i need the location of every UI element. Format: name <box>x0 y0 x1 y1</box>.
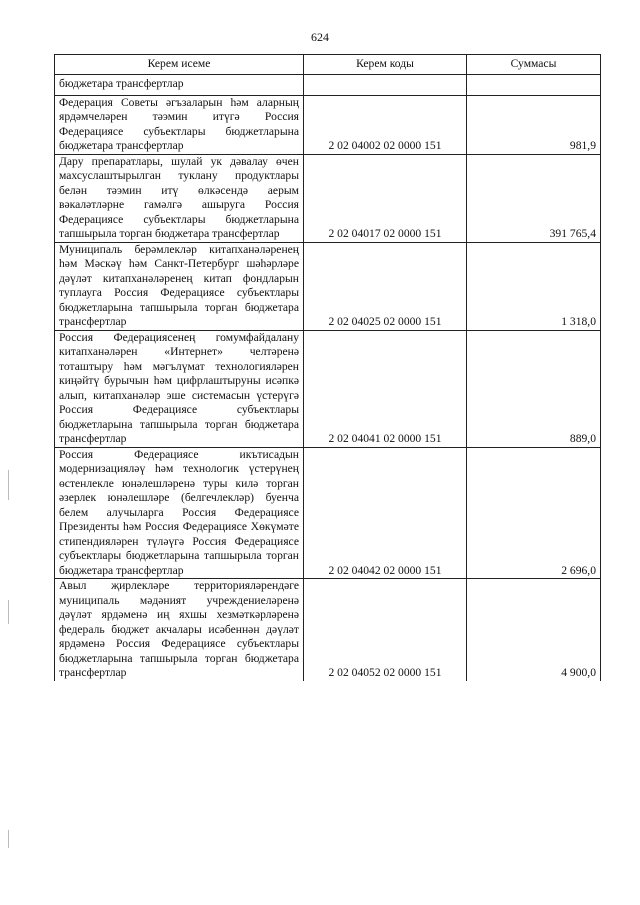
row-sum: 4 900,0 <box>467 579 601 681</box>
budget-table <box>54 54 601 681</box>
row-sum <box>467 75 601 96</box>
row-name: Дару препаратлары, шулай ук дәвалау өчен махсуслаштырылган туклану продуктлары белән тәэмин итү өлкәсендә аерым вәкаләтләрне гамәлгә ашыруга Россия Федерациясе субъектлары бюджетларына тапшырыла торган бюджетара трансфертлар <box>55 154 304 242</box>
row-sum: 889,0 <box>467 330 601 447</box>
table-row <box>55 95 601 154</box>
row-code: 2 02 04017 02 0000 151 <box>304 154 467 242</box>
table-row <box>55 447 601 579</box>
row-sum: 981,9 <box>467 95 601 154</box>
row-name: Россия Федерациясенең гомумфайдалану китапханәләрен «Интернет» челтәренә тоташтыру һәм мәгълүмат технологияләрен киңәйтү бурычын һәм цифрлаштыруны исәпкә алып, китапханәләр эше системасын үстерүгә Россия Федерациясе субъектлары бюджетларына тапшырыла торган бюджетара трансфертлар <box>55 330 304 447</box>
row-code: 2 02 04002 02 0000 151 <box>304 95 467 154</box>
row-code: 2 02 04025 02 0000 151 <box>304 242 467 330</box>
scan-edge-mark <box>8 600 9 624</box>
header-sum: Суммасы <box>467 55 601 75</box>
row-name: Авыл җирлекләре территорияләрендәге муниципаль мәдәният учреждениеләренә дәүләт ярдәменә иң яхшы хезмәткәрләренә федераль бюджет акчалары исәбеннән дәүләт ярдәменә Россия Федерациясе субъектлары бюджетларына тапшырыла торган бюджетара трансфертлар <box>55 579 304 681</box>
scan-edge-mark <box>8 470 9 500</box>
row-code: 2 02 04052 02 0000 151 <box>304 579 467 681</box>
header-row <box>55 55 601 75</box>
row-name: бюджетара трансфертлар <box>55 75 304 96</box>
table-row <box>55 242 601 330</box>
row-code <box>304 75 467 96</box>
table-row <box>55 330 601 447</box>
table-row-continuation <box>55 75 601 96</box>
header-code: Керем коды <box>304 55 467 75</box>
row-name: Муниципаль берәмлекләр китапханәләренең һәм Мәскәү һәм Санкт-Петербург шәһәрләре дәүләт китапханәләренең китап фондларын туплауга Россия Федерациясе субъектлары бюджетларына тапшырыла торган бюджетара трансфертлар <box>55 242 304 330</box>
row-name: Федерация Советы әгъзаларын һәм аларның ярдәмчеләрен тәэмин итүгә Россия Федерациясе субъектлары бюджетларына бюджетара трансфертлар <box>55 95 304 154</box>
table-body <box>55 75 601 681</box>
page-number: 624 <box>311 30 329 44</box>
row-sum: 391 765,4 <box>467 154 601 242</box>
row-code: 2 02 04042 02 0000 151 <box>304 447 467 579</box>
table-header <box>55 55 601 75</box>
table-row <box>55 579 601 681</box>
row-sum: 1 318,0 <box>467 242 601 330</box>
header-name: Керем исеме <box>55 55 304 75</box>
table-row <box>55 154 601 242</box>
row-code: 2 02 04041 02 0000 151 <box>304 330 467 447</box>
scan-edge-mark <box>8 830 9 848</box>
row-name: Россия Федерациясе икътисадын модернизацияләү һәм технологик үстерүнең өстенлекле юнәлешләренә туры килә торган әзерлек юнәлешләре (белгечлекләр) буенча белем алучыларга Россия Федерациясе Президенты һәм Россия Федерациясе Хөкүмәте стипендияләрен түләүгә Россия Федерациясе субъектлары бюджетларына тапшырыла торган бюджетара трансфертлар <box>55 447 304 579</box>
row-sum: 2 696,0 <box>467 447 601 579</box>
